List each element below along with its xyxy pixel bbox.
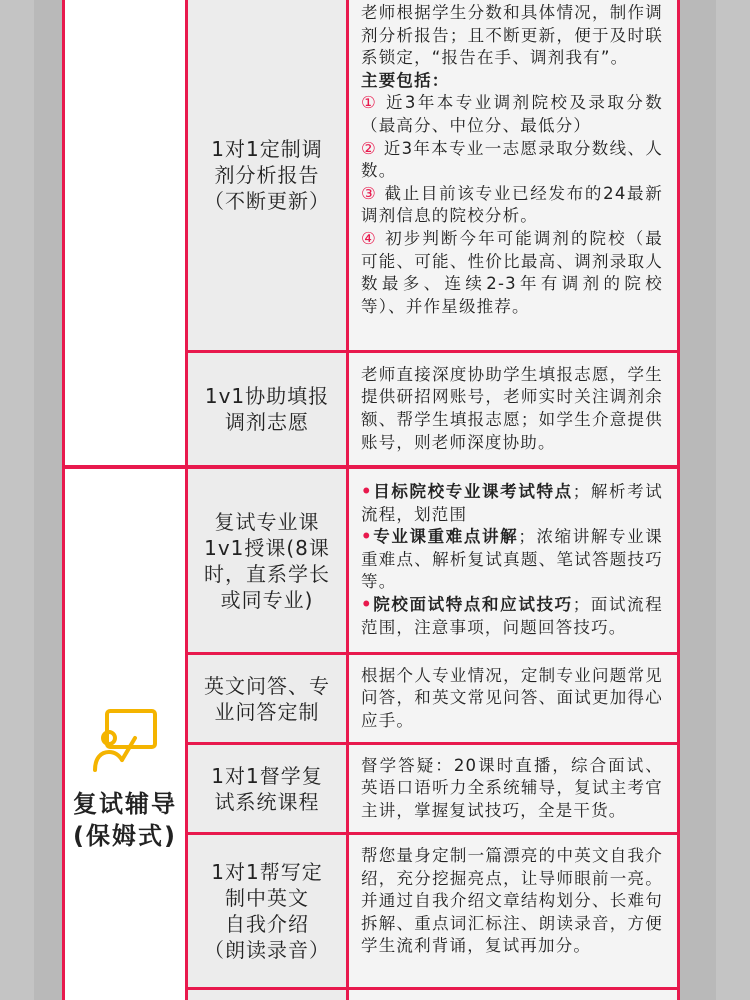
english-desc: 根据个人专业情况，定制专业问题常见问答，和英文常见问答、面试更加得心应手。	[361, 665, 663, 730]
point-text: ；解析考试流程，划范围	[361, 482, 664, 524]
row-label-english	[188, 655, 346, 742]
bullet: •	[361, 527, 373, 547]
assist-label: 1v1协助填报 调剂志愿	[204, 384, 330, 434]
row-desc-assist	[349, 353, 677, 465]
item-text: 初步判断今年可能调剂的院校（最可能、可能、性价比最高、调剂录取人数最多、连续2-3年有调剂的院校等）、并作星级推荐。	[361, 228, 663, 316]
row-desc-supervise	[349, 745, 677, 832]
report-item	[361, 92, 663, 137]
row-label-next	[188, 990, 346, 1000]
item-text: 截止目前该专业已经发布的24最新调剂信息的院校分析。	[361, 183, 663, 226]
item-text: 近3年本专业一志愿录取分数线、人数。	[361, 138, 664, 181]
teacher-board-icon	[89, 708, 161, 774]
point-text: ；面试流程范围，注意事项，问题回答技巧。	[361, 594, 664, 637]
assist-desc: 老师直接深度协助学生填报志愿，学生提供研招网账号，老师实时关注调剂余额、帮学生填报志愿；如学生介意提供账号，则老师深度协助。	[361, 364, 663, 452]
row-label-report	[188, 0, 346, 350]
report-item	[361, 183, 663, 228]
right-margin-band	[716, 0, 750, 1000]
intro-desc: 帮您量身定制一篇漂亮的中英文自我介绍，充分挖掘亮点，让导师眼前一亮。并通过自我介绍文章结构划分、长难句拆解、重点词汇标注、朗读录音，方便学生流利背诵，复试再加分。	[361, 846, 663, 956]
item-text: 近3年本专业调剂院校及录取分数（最高分、中位分、最低分）	[361, 93, 663, 135]
intro-label: 1对1帮写定 制中英文 自我介绍 （朗读录音）	[204, 860, 330, 962]
row-desc-next	[349, 990, 677, 1000]
bullet: •	[361, 594, 373, 614]
item-number: ①	[361, 93, 379, 113]
major-point	[361, 481, 663, 526]
row-desc-intro	[349, 835, 677, 987]
report-item	[361, 228, 663, 318]
row-desc-report	[349, 0, 677, 350]
supervise-desc: 督学答疑：20课时直播，综合面试、英语口语听力全系统辅导，复试主考官主讲，掌握复试技巧，全是干货。	[361, 755, 663, 820]
row-desc-major	[349, 469, 677, 652]
bullet: •	[361, 482, 373, 501]
english-label: 英文问答、专 业问答定制	[204, 673, 330, 724]
item-number: ③	[361, 183, 378, 203]
report-intro: 老师根据学生分数和具体情况，制作调剂分析报告；且不断更新，便于及时联系锁定，“报告在手、调剂我有”。	[361, 3, 663, 68]
left-margin-band	[0, 0, 34, 1000]
category-title-line1: 复试辅导	[73, 789, 177, 818]
item-number: ②	[361, 138, 378, 158]
major-point	[361, 526, 663, 594]
service-table	[62, 0, 680, 1000]
category-cell-top	[65, 0, 185, 465]
category-cell-retest	[65, 469, 185, 1000]
major-point	[361, 594, 663, 639]
point-title: 专业课重难点讲解	[372, 527, 519, 547]
row-label-intro	[188, 835, 346, 987]
row-label-supervise	[188, 745, 346, 832]
point-title: 院校面试特点和应试技巧	[372, 594, 573, 614]
major-label: 复试专业课 1v1授课(8课 时，直系学长 或同专业)	[204, 509, 330, 612]
point-title: 目标院校专业课考试特点	[372, 482, 573, 501]
report-label: 1对1定制调 剂分析报告 （不断更新）	[204, 137, 330, 213]
supervise-label: 1对1督学复 试系统课程	[211, 763, 323, 814]
report-main-heading: 主要包括：	[361, 70, 450, 90]
row-label-major	[188, 469, 346, 652]
row-label-assist	[188, 353, 346, 465]
item-number: ④	[361, 228, 378, 248]
report-item	[361, 138, 663, 183]
point-text: ；浓缩讲解专业课重难点、解析复试真题、笔试答题技巧等。	[361, 527, 663, 592]
category-title-line2: (保姆式)	[73, 821, 177, 850]
row-desc-english	[349, 655, 677, 742]
